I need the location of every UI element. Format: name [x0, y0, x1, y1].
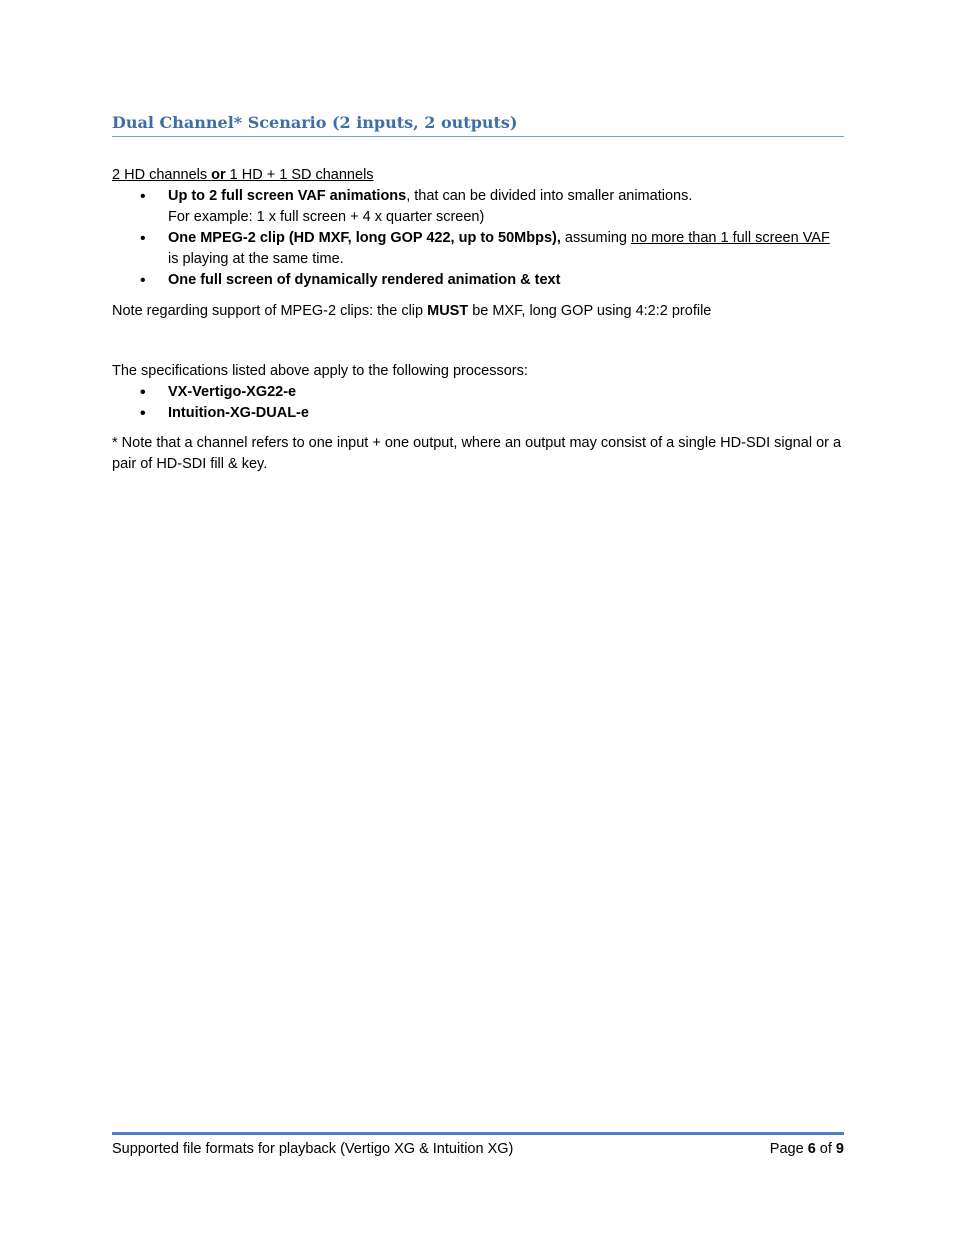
list-item — [168, 228, 844, 270]
footer-title: Supported file formats for playback (Vertigo XG & Intuition XG) — [112, 1141, 514, 1157]
page-content — [112, 112, 844, 475]
channels-part2: 1 HD + 1 SD channels — [225, 167, 374, 183]
processors-list — [112, 382, 844, 424]
processors-intro: The specifications listed above apply to the following processors: — [112, 363, 528, 379]
bullet-2-underline: no more than 1 full screen VAF — [631, 230, 830, 246]
note-must: MUST — [427, 303, 469, 319]
page-of: of — [815, 1141, 836, 1157]
note-post: be MXF, long GOP using 4:2:2 profile — [468, 303, 712, 319]
bullet-1-rest: , that can be divided into smaller animations. — [406, 188, 693, 204]
list-item — [168, 270, 844, 291]
note-pre: Note regarding support of MPEG-2 clips: the clip — [112, 303, 428, 319]
bullet-2-rest: is playing at the same time. — [168, 251, 344, 267]
bullet-2-mid: assuming — [560, 230, 632, 246]
section-heading: Dual Channel* Scenario (2 inputs, 2 outputs) — [112, 112, 844, 137]
page-number — [770, 1139, 844, 1160]
mpeg2-note — [112, 301, 844, 322]
list-item: • Intuition-XG-DUAL-e — [168, 403, 844, 424]
bullet-2-bold: One MPEG-2 clip (HD MXF, long GOP 422, up to 50Mbps), — [168, 230, 561, 246]
page-footer — [112, 1132, 844, 1160]
bullet-1-example: For example: 1 x full screen + 4 x quarter screen) — [168, 209, 485, 225]
channels-part1: 2 HD channels — [112, 167, 212, 183]
list-item — [168, 186, 844, 228]
list-item: • VX-Vertigo-XG22-e — [168, 382, 844, 403]
bullet-1-bold: Up to 2 full screen VAF animations — [168, 188, 407, 204]
page-prefix: Page — [769, 1141, 808, 1157]
channel-footnote: * Note that a channel refers to one input + one output, where an output may consist of a single HD-SDI signal or a pair of HD-SDI fill & key. — [112, 435, 842, 472]
page-total: 9 — [835, 1141, 844, 1157]
page-current: 6 — [807, 1141, 816, 1157]
channels-or: or — [211, 167, 226, 183]
channels-line — [112, 165, 844, 186]
capabilities-list — [112, 186, 844, 291]
bullet-3-bold: One full screen of dynamically rendered animation & text — [168, 272, 561, 288]
